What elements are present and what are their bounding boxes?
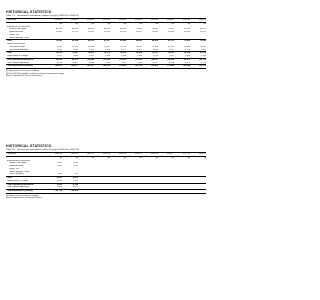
value-cell: 1,270 (152, 55, 158, 57)
value-cell: 70,882 (135, 28, 142, 31)
value-cell: 11,862 (56, 31, 62, 33)
value-cell: 13,261 (199, 31, 206, 33)
unit-cell: $m (171, 156, 174, 159)
statistics-section-1 (6, 10, 206, 78)
row-label: Goods and Services (7, 43, 26, 45)
table-caption: Table 2.6 - Government expenditure (outlays) by type (2009-10 to 2018-19) (6, 149, 79, 151)
unit-cell: $m (187, 156, 190, 159)
value-cell: 7,541 (88, 48, 94, 51)
value-cell: 78,562 (46, 40, 62, 43)
unit-cell: $m (155, 156, 158, 159)
value-cell: 72,087 (167, 28, 174, 31)
value-cell: 106,203 (62, 190, 78, 194)
column-header-year: 2006-07 (158, 19, 174, 23)
unit-cell: $m (75, 156, 78, 159)
value-cell (174, 190, 190, 194)
value-cell: 10,341 (71, 45, 78, 48)
value-cell: 1,155 (72, 165, 78, 167)
value-cell: 1,146 (104, 55, 110, 57)
unit-cell: $m (75, 22, 78, 25)
value-cell: 11,512 (120, 45, 126, 48)
value-cell: 18,407 (78, 52, 94, 55)
value-cell (190, 190, 206, 194)
row-label: Grants and Subsidies (9, 48, 29, 51)
value-cell: 81,167 (94, 40, 110, 43)
unit-cell: $m (59, 156, 62, 159)
value-cell: 1,234 (136, 55, 142, 57)
unit-cell: $m (155, 22, 158, 25)
value-cell: 8,117 (121, 48, 126, 51)
section-title: HISTORICAL STATISTICS (6, 144, 52, 148)
value-cell: 1,102 (56, 165, 62, 167)
value-cell: 7,245 (104, 61, 110, 64)
value-cell: 99,472 (174, 58, 190, 61)
value-cell: 6,918 (88, 61, 94, 64)
column-header-year: 2002-03 (94, 19, 110, 23)
column-header-year: 2003-04 (110, 19, 126, 23)
value-cell: 9,208 (184, 48, 190, 51)
row-label: Total Expenditure (outlays) (6, 190, 46, 194)
value-cell: 113,756 (126, 65, 142, 69)
column-header-year: 2005-06 (142, 19, 158, 23)
unit-cell: $m (203, 156, 206, 159)
value-cell: 12,123 (71, 31, 78, 33)
unit-cell: $m (91, 22, 94, 25)
value-cell: 13,207 (135, 31, 142, 33)
value-cell: 8,665 (152, 48, 158, 51)
value-cell: 8,207 (152, 61, 158, 64)
value-cell: 12,624 (103, 31, 110, 33)
row-label: Total (6, 52, 46, 55)
value-cell: 66,700 (55, 28, 62, 31)
row-label: Other Employee Costs (9, 36, 30, 39)
value-cell: 8,422 (136, 48, 142, 51)
value-cell: 70,963 (151, 28, 158, 31)
value-cell: 1,355 (184, 55, 190, 57)
value-cell: 7,883 (104, 48, 110, 51)
footnote: (a) Figures may not sum due to rounding. (6, 70, 39, 72)
value-cell: 6,326 (62, 183, 78, 186)
value-cell: 6,602 (72, 61, 78, 64)
value-cell: 105,812 (126, 58, 142, 61)
value-cell: 103,165 (190, 58, 206, 61)
value-cell (126, 190, 142, 194)
value-cell: 1,412 (56, 179, 62, 182)
column-header-year: 2007-08 (174, 19, 190, 23)
value-cell: 101,283 (94, 58, 110, 61)
value-cell: 9,514 (200, 48, 206, 51)
table-row (6, 65, 206, 69)
value-cell: 105,877 (62, 65, 78, 69)
row-label: Superannuation (9, 31, 24, 33)
footnote: (b) From 2007-08 expenditure reflects machinery of government changes. (6, 72, 65, 75)
row-label: Payroll Tax (9, 33, 19, 36)
value-cell: 8,874 (184, 61, 190, 64)
row-label: Expenditure on Personnel (7, 159, 31, 162)
column-header-year: 2000-01 (62, 19, 78, 23)
value-cell: 13,446 (183, 45, 190, 48)
value-cell: 68,543 (103, 28, 110, 31)
value-cell: 16,853 (46, 52, 62, 55)
value-cell: 12,962 (119, 31, 126, 33)
value-cell (78, 190, 94, 194)
value-cell: 1,107 (88, 55, 94, 57)
row-label: Depreciation & Charges (7, 179, 29, 182)
section-title: HISTORICAL STATISTICS (6, 10, 52, 14)
column-header-year: 2012-13 (94, 153, 110, 157)
value-cell: 68,441 (71, 28, 78, 31)
unit-cell: $m (107, 156, 110, 159)
unit-cell: $m (91, 156, 94, 159)
value-cell: 64,981 (199, 28, 206, 31)
unit-cell: $m (123, 156, 126, 159)
column-header-year: 2013-14 (110, 153, 126, 157)
value-cell: 11,087 (104, 45, 110, 48)
column-header-year: 2014-15 (126, 153, 142, 157)
column-header-year: 2004-05 (126, 19, 142, 23)
expenditure-table-1 (6, 18, 206, 69)
column-header-year: 2009-10 (46, 153, 62, 157)
value-cell: 1,455 (72, 179, 78, 182)
row-label: Other Operating (9, 173, 24, 176)
value-cell: 702 (74, 173, 78, 176)
value-cell: 13,443 (151, 31, 158, 33)
row-label: Other Employee Costs (9, 170, 30, 173)
value-cell: 3,014 (72, 162, 78, 165)
row-label: Salaries and Wages (9, 28, 27, 31)
value-cell: 684 (58, 173, 62, 176)
value-cell: 4,657 (46, 177, 62, 180)
value-cell: 108,346 (174, 65, 190, 69)
row-label: Purchased Goods (9, 45, 26, 48)
value-cell: 12,301 (87, 31, 94, 33)
row-label: Payroll Tax (9, 167, 19, 170)
value-cell: 8,931 (168, 48, 174, 51)
value-cell: 9,561 (56, 186, 62, 189)
value-cell: 82,446 (110, 40, 126, 43)
value-cell: 7,306 (72, 48, 78, 51)
value-cell: 99,275 (62, 58, 78, 61)
value-cell: 4,871 (62, 177, 78, 180)
value-cell: 80,564 (62, 40, 78, 43)
row-label: Depreciation & Charges (7, 55, 29, 57)
value-cell: 108,926 (158, 58, 174, 61)
value-cell: 103,714 (46, 190, 62, 194)
value-cell: 100,449 (78, 58, 94, 61)
row-label: Total (6, 177, 46, 180)
value-cell: 1,021 (56, 55, 62, 57)
row-label: Expenditure on Personnel (7, 25, 31, 28)
value-cell: 1,312 (168, 55, 174, 57)
unit-cell: $m (187, 22, 190, 25)
value-cell: 112,378 (190, 65, 206, 69)
row-label: Total (6, 40, 46, 43)
value-cell: 103,263 (110, 58, 126, 61)
column-header-year: 1999-00 (46, 19, 62, 23)
row-label: Total Operating Expenditure (6, 183, 46, 186)
value-cell: 9,213 (200, 61, 206, 64)
unit-cell: $m (59, 22, 62, 25)
unit-cell: $m (171, 22, 174, 25)
column-header-label: Operating (6, 19, 46, 23)
value-cell: 62,465 (183, 28, 190, 31)
row-label: Total Capital Expenditure (7, 61, 30, 64)
column-header-year: 2011-12 (78, 153, 94, 157)
value-cell: 6,214 (56, 61, 62, 64)
value-cell: 13,694 (167, 31, 174, 33)
value-cell: 7,041 (56, 48, 62, 51)
table-row (6, 190, 206, 194)
value-cell: 96,436 (46, 58, 62, 61)
value-cell (94, 190, 110, 194)
unit-cell: $m (123, 22, 126, 25)
statistics-section-2 (6, 144, 206, 200)
value-cell (110, 190, 126, 194)
unit-cell: $m (139, 22, 142, 25)
value-cell: 108,528 (94, 65, 110, 69)
value-cell: 7,944 (136, 61, 142, 64)
value-cell: 85,781 (158, 40, 174, 43)
value-cell: 19,629 (110, 52, 126, 55)
value-cell: 18,970 (94, 52, 110, 55)
value-cell: 20,489 (126, 52, 142, 55)
value-cell: 106,697 (142, 58, 158, 61)
value-cell: 1,188 (120, 55, 126, 57)
value-cell: 14,011 (200, 45, 206, 48)
value-cell: 12,067 (135, 45, 142, 48)
value-cell: 7,601 (120, 61, 126, 64)
value-cell: 12,356 (151, 45, 158, 48)
table-caption: Table 2.5 - Government expenditure (outlays) by type (1999-00 to 2008-09) (6, 15, 79, 17)
value-cell: 22,654 (174, 52, 190, 55)
column-header-year: 2010-11 (62, 153, 78, 157)
value-cell: 114,904 (142, 65, 158, 69)
value-cell: 69,484 (119, 28, 126, 31)
value-cell (158, 190, 174, 194)
column-header-year: 2016-17 (158, 153, 174, 157)
value-cell: 110,864 (110, 65, 126, 69)
row-label: Salaries and Wages (9, 162, 27, 165)
value-cell: 9,812 (56, 45, 62, 48)
footnote: Source: Department of Treasury and Finance. (6, 75, 43, 77)
value-cell: 102,650 (46, 65, 62, 69)
value-cell: 21,833 (158, 52, 174, 55)
row-label: Total Capital Expenditure (7, 186, 30, 189)
column-header-year: 2018-19 (190, 153, 206, 157)
value-cell: 17,647 (62, 52, 78, 55)
value-cell: 12,998 (183, 31, 190, 33)
footnote: Source: Department of Treasury and Finance. (6, 197, 43, 200)
value-cell: 10,866 (87, 45, 94, 48)
column-header-year: 2017-18 (174, 153, 190, 157)
value-cell (142, 190, 158, 194)
value-cell: 84,089 (126, 40, 142, 43)
value-cell: 6,069 (46, 183, 62, 186)
value-cell: 84,406 (142, 40, 158, 43)
column-header-year: 2008-09 (190, 19, 206, 23)
value-cell: 12,902 (167, 45, 174, 48)
value-cell: 78,242 (190, 40, 206, 43)
value-cell: 75,463 (174, 40, 190, 43)
value-cell: 80,935 (78, 40, 94, 43)
column-header-year: 2015-16 (142, 153, 158, 157)
value-cell: 23,525 (190, 52, 206, 55)
unit-cell: $m (107, 22, 110, 25)
footnote: (a) Figures may not sum due to rounding. (6, 194, 39, 197)
column-header-year: 2001-02 (78, 19, 94, 23)
value-cell: 107,367 (78, 65, 94, 69)
row-label: Total Operating Expenditure (6, 58, 46, 61)
value-cell: 9,902 (72, 186, 78, 189)
unit-cell: $m (203, 22, 206, 25)
value-cell: 68,634 (87, 28, 94, 31)
column-header-label: Operating (6, 153, 46, 157)
value-cell: 117,464 (158, 65, 174, 69)
value-cell: 1,064 (72, 55, 78, 57)
table-notes (6, 195, 206, 200)
value-cell: 8,538 (168, 61, 174, 64)
value-cell: 2,871 (56, 162, 62, 165)
value-cell: 21,021 (142, 52, 158, 55)
expenditure-table-2 (6, 152, 206, 194)
row-label: Superannuation (9, 165, 24, 167)
row-label: Total Expenditure (outlays) (6, 65, 46, 69)
unit-cell: $m (139, 156, 142, 159)
table-notes (6, 70, 206, 78)
value-cell: 1,398 (200, 55, 206, 57)
